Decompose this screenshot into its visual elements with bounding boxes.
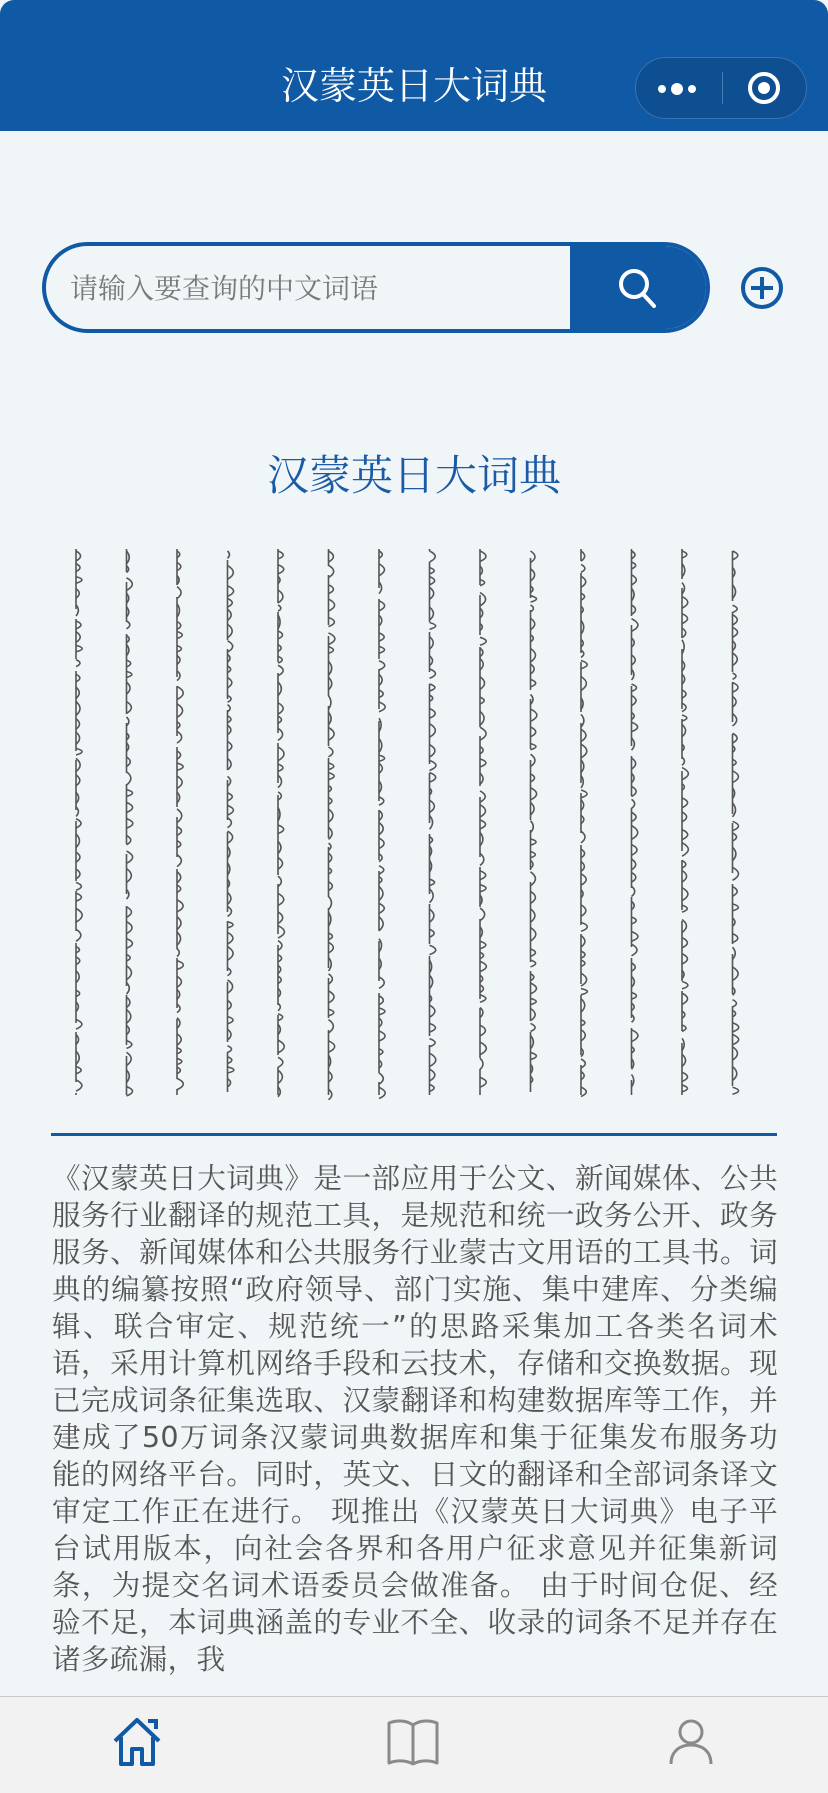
mongolian-text-column <box>480 549 486 1095</box>
dictionary-title: 汉蒙英日大词典 <box>266 451 561 500</box>
tab-profile[interactable] <box>651 1707 731 1777</box>
mongolian-text-column <box>177 549 183 1095</box>
mongolian-text-column <box>682 549 688 1095</box>
mongolian-text-column <box>733 549 739 1095</box>
tab-home[interactable] <box>97 1707 177 1777</box>
mongolian-text-column <box>127 549 133 1096</box>
search-input[interactable] <box>68 246 572 331</box>
mongolian-text-column <box>632 549 638 1095</box>
home-icon <box>110 1715 164 1769</box>
mongolian-text-column <box>430 549 436 1095</box>
mongolian-text-block <box>60 545 780 1100</box>
section-divider <box>51 1133 777 1136</box>
book-icon <box>386 1717 440 1767</box>
capsule-divider <box>722 72 723 104</box>
mongolian-text-column <box>329 549 335 1100</box>
plus-circle-icon <box>740 266 784 310</box>
tab-dictionary[interactable] <box>373 1707 453 1777</box>
mongolian-text-column <box>531 549 537 1095</box>
more-dots-icon[interactable] <box>636 58 722 118</box>
mongolian-text-column <box>581 549 587 1096</box>
mongolian-text-column <box>228 549 234 1095</box>
mongolian-text-column <box>76 549 82 1095</box>
app-header <box>0 0 828 131</box>
search-button[interactable] <box>570 246 706 329</box>
target-circle-icon[interactable] <box>748 72 780 104</box>
mongolian-text-column <box>278 549 284 1097</box>
bottom-tab-bar <box>0 1696 828 1793</box>
header-title: 汉蒙英日大词典 <box>280 64 547 108</box>
search-bar <box>42 242 710 333</box>
mongolian-text-column <box>379 549 385 1099</box>
user-icon <box>667 1717 715 1767</box>
dictionary-description: 《汉蒙英日大词典》是一部应用于公文、新闻媒体、公共服务行业翻译的规范工具，是规范和统一政务公开、政务服务、新闻媒体和公共服务行业蒙古文用语的工具书。词典的编纂按照“政府领导、部门实施、集中建库、分类编辑、联合审定、规范统一”的思路采集加工各类名词术语，采用计算机网络手段和云技术，存储和交换数据。现已完成词条征集选取、汉蒙翻译和构建数据库等工作，并建成了50万词条汉蒙词典数据库和集于征集发布服务功能的网络平台。同时，英文、日文的翻译和全部词条译文审定工作正在进行。 现推出《汉蒙英日大词典》电子平台试用版本，向社会各界和各用户征求意见并征集新词条，为提交名词术语委员会做准备。 由于时间仓促、经验不足，本词典涵盖的专业不全、收录的词条不足并存在诸多疏漏，我 <box>52 1161 778 1676</box>
add-button[interactable] <box>740 266 784 314</box>
mini-program-capsule <box>635 57 807 119</box>
search-icon <box>617 267 659 309</box>
